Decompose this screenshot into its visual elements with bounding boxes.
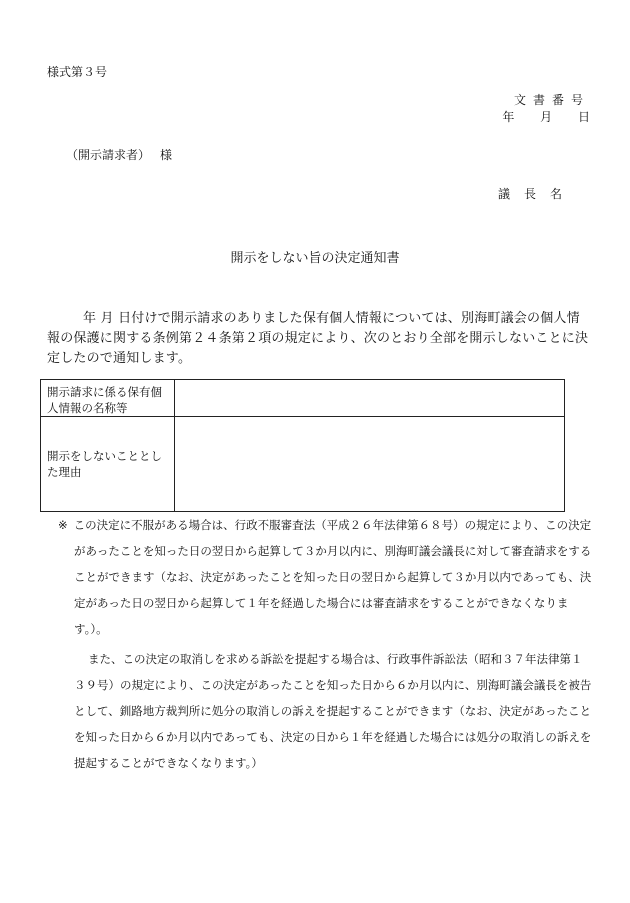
note-appeal	[58, 512, 593, 642]
note-mark: ※	[58, 518, 68, 532]
note-appeal-text: この決定に不服がある場合は、行政不服審査法（平成２６年法律第６８号）の規定により、この決定があったことを知った日の翌日から起算して３か月以内に、別海町議会議長に対して審査請求をすることができます（なお、決定があったことを知った日の翌日から起算して３か月以内であっても、決定があった日の翌日から起算して１年を経過した場合には審査請求をすることができなくなります。）。	[73, 518, 592, 636]
row-label-information-name: 開示請求に係る保有個人情報の名称等	[41, 380, 175, 417]
chair-name-label: 議長名	[497, 187, 576, 201]
document-number-label: 文書番号	[513, 93, 590, 107]
table-row	[41, 417, 565, 512]
table-row	[41, 380, 565, 417]
intro-paragraph: 年 月 日付けで開示請求のありました保有個人情報については、別海町議会の個人情報の保護に関する条例第２４条第２項の規定により、次のとおり全部を開示しないことに決定したので通知します。	[47, 311, 589, 366]
notes-section	[58, 512, 593, 776]
document-title: 開示をしない旨の決定通知書	[230, 251, 400, 266]
row-label-reason: 開示をしないこととした理由	[41, 417, 175, 512]
note-lawsuit: また、この決定の取消しを求める訴訟を提起する場合は、行政事件訴訟法（昭和３７年法律第１３９号）の規定により、この決定があったことを知った日から６か月以内に、別海町議会議長を被告として、釧路地方裁判所に処分の取消しの訴えを提起することができます（なお、決定があったことを知った日から６か月以内であっても、決定の日から１年を経過した場合には処分の取消しの訴えを提起することができなくなります。）	[74, 652, 592, 770]
requester-line	[66, 146, 172, 163]
row-value-information-name	[175, 380, 565, 417]
honorific: 様	[160, 148, 173, 162]
requester-label: （開示請求者）	[66, 148, 151, 162]
form-number: 様式第３号	[47, 65, 108, 79]
info-table	[40, 379, 565, 512]
date-label: 年 月 日	[502, 110, 590, 124]
row-value-reason	[175, 417, 565, 512]
